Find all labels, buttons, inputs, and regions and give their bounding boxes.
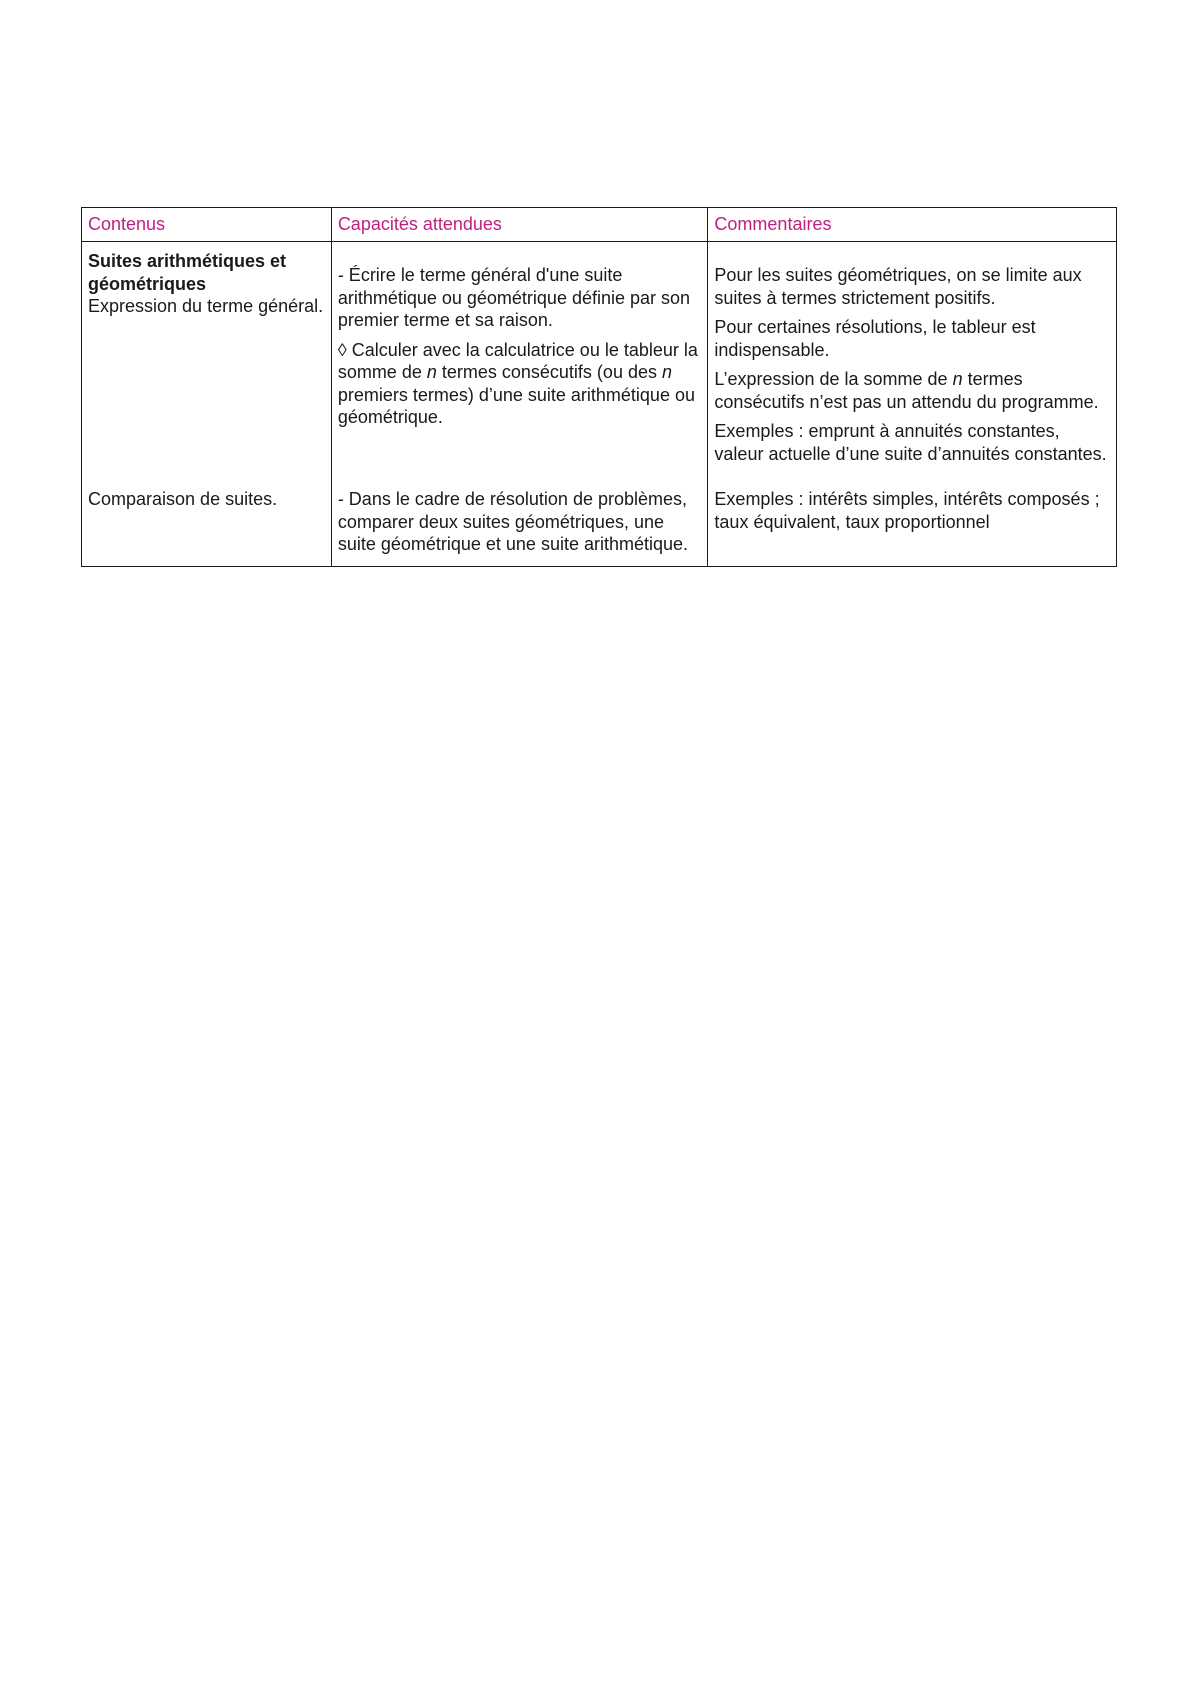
- commentaire-item: Exemples : emprunt à annuités constantes, valeur actuelle d’une suite d’annuités constantes.: [714, 421, 1107, 464]
- contenus-text: Expression du terme général.: [88, 296, 324, 316]
- table-row: [82, 470, 1117, 566]
- header-contenus: Contenus: [82, 208, 332, 242]
- commentaires-cell: [708, 242, 1117, 471]
- commentaire-item: Exemples : intérêts simples, intérêts composés ; taux équivalent, taux proportionnel: [714, 489, 1100, 532]
- capacites-cell: [331, 470, 708, 566]
- contenus-title: Suites arithmétiques et géométriques: [88, 251, 287, 294]
- contenus-cell: [82, 470, 332, 566]
- table-row: [82, 242, 1117, 471]
- header-capacites-attendues: Capacités attendues: [331, 208, 708, 242]
- contenus-text: Comparaison de suites.: [88, 489, 278, 509]
- commentaire-item: Pour les suites géométriques, on se limite aux suites à termes strictement positifs.: [714, 265, 1082, 308]
- capacite-item: - Écrire le terme général d'une suite arithmétique ou géométrique définie par son premier terme et sa raison.: [337, 265, 691, 330]
- capacites-cell: [331, 242, 708, 471]
- table-header-row: [82, 208, 1117, 242]
- header-commentaires: Commentaires: [708, 208, 1117, 242]
- capacite-item: ◊ Calculer avec la calculatrice ou le tableur la somme de n termes consécutifs (ou des n premiers termes) d’une suite arithmétique ou géométrique.: [337, 339, 698, 427]
- contenus-cell: [82, 242, 332, 471]
- programme-table: [81, 207, 1117, 567]
- commentaire-item: Pour certaines résolutions, le tableur est indispensable.: [714, 317, 1036, 360]
- commentaire-item: L’expression de la somme de n termes consécutifs n’est pas un attendu du programme.: [714, 369, 1099, 412]
- commentaires-cell: [708, 470, 1117, 566]
- capacite-item: - Dans le cadre de résolution de problèmes, comparer deux suites géométriques, une suite géométrique et une suite arithmétique.: [337, 489, 689, 554]
